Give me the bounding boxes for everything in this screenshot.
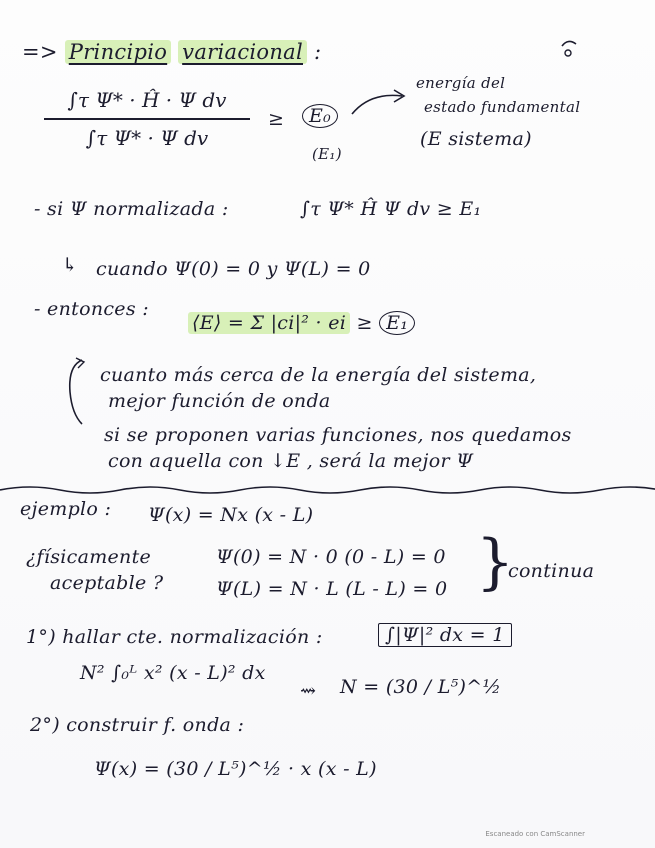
entonces-line bbox=[188, 312, 415, 334]
fraction-bar bbox=[44, 118, 250, 120]
normalization-integral: N² ∫₀ᴸ x² (x - L)² dx bbox=[80, 662, 266, 684]
bullet1-line2: mejor función de onda bbox=[108, 390, 331, 412]
wavefunction-expression: Ψ(x) = (30 / L⁵)^½ · x (x - L) bbox=[94, 758, 377, 780]
physical-question-line1: ¿físicamente bbox=[26, 546, 152, 568]
boundary-eq2: Ψ(L) = N · L (L - L) = 0 bbox=[216, 578, 448, 600]
right-brace: } bbox=[476, 527, 515, 597]
wavy-separator bbox=[0, 484, 655, 496]
bracket-arrow-icon bbox=[62, 356, 92, 430]
physical-question-line2: aceptable ? bbox=[50, 572, 164, 594]
bullet1-line1: cuanto más cerca de la energía del sistema, bbox=[100, 364, 537, 386]
normalized-expression: ∫τ Ψ* Ĥ Ψ dv ≥ E₁ bbox=[300, 198, 482, 220]
scanner-watermark: Escaneado con CamScanner bbox=[485, 830, 585, 838]
heading-line bbox=[22, 40, 321, 64]
e1-circled: E₁ bbox=[379, 311, 415, 335]
heading-title-principio: Principio bbox=[65, 40, 171, 64]
continuity-result: continua bbox=[508, 560, 595, 582]
step1-label: 1°) hallar cte. normalización : bbox=[26, 626, 323, 648]
leads-to-arrow: ⇝ bbox=[300, 680, 317, 702]
step2-label: 2°) construir f. onda : bbox=[30, 714, 245, 736]
e0-value: E₀ bbox=[302, 104, 338, 128]
entonces-relation: ≥ bbox=[356, 312, 373, 334]
heading-colon: : bbox=[313, 40, 322, 64]
normalized-label: - si Ψ normalizada : bbox=[34, 198, 229, 220]
e0-circled bbox=[302, 105, 338, 127]
variational-fraction bbox=[44, 88, 250, 150]
corner-scribble-icon bbox=[558, 36, 582, 62]
bullet2-line2: con aquella con ↓E , será la mejor Ψ bbox=[108, 450, 474, 472]
entonces-label: - entonces : bbox=[34, 298, 149, 320]
bullet2-line1: si se proponen varias funciones, nos quedamos bbox=[104, 424, 572, 446]
normalization-boxed: ∫|Ψ|² dx = 1 bbox=[378, 623, 512, 647]
normalization-condition bbox=[378, 624, 512, 646]
example-label: ejemplo : bbox=[20, 498, 112, 520]
annotation-line2: estado fundamental bbox=[424, 98, 581, 116]
expected-energy-expression: ⟨E⟩ = Σ |ci|² · ei bbox=[188, 312, 350, 334]
condition-text: cuando Ψ(0) = 0 y Ψ(L) = 0 bbox=[96, 258, 371, 280]
annotation-arrow-icon bbox=[350, 88, 410, 118]
fraction-denominator: ∫τ Ψ* · Ψ dv bbox=[85, 126, 209, 150]
example-expression: Ψ(x) = Nx (x - L) bbox=[148, 504, 314, 526]
condition-arrow: ↳ bbox=[62, 254, 79, 276]
annotation-line1: energía del bbox=[416, 74, 506, 92]
fraction-relation: ≥ bbox=[268, 108, 285, 130]
heading-title-variacional: variacional bbox=[178, 40, 307, 64]
implies-arrow: => bbox=[22, 40, 58, 64]
e1-label: (E₁) bbox=[312, 145, 342, 163]
boundary-eq1: Ψ(0) = N · 0 (0 - L) = 0 bbox=[216, 546, 446, 568]
normalization-constant: N = (30 / L⁵)^½ bbox=[340, 676, 502, 698]
annotation-line3: (E sistema) bbox=[420, 128, 532, 150]
fraction-numerator: ∫τ Ψ* · Ĥ · Ψ dv bbox=[67, 88, 227, 112]
